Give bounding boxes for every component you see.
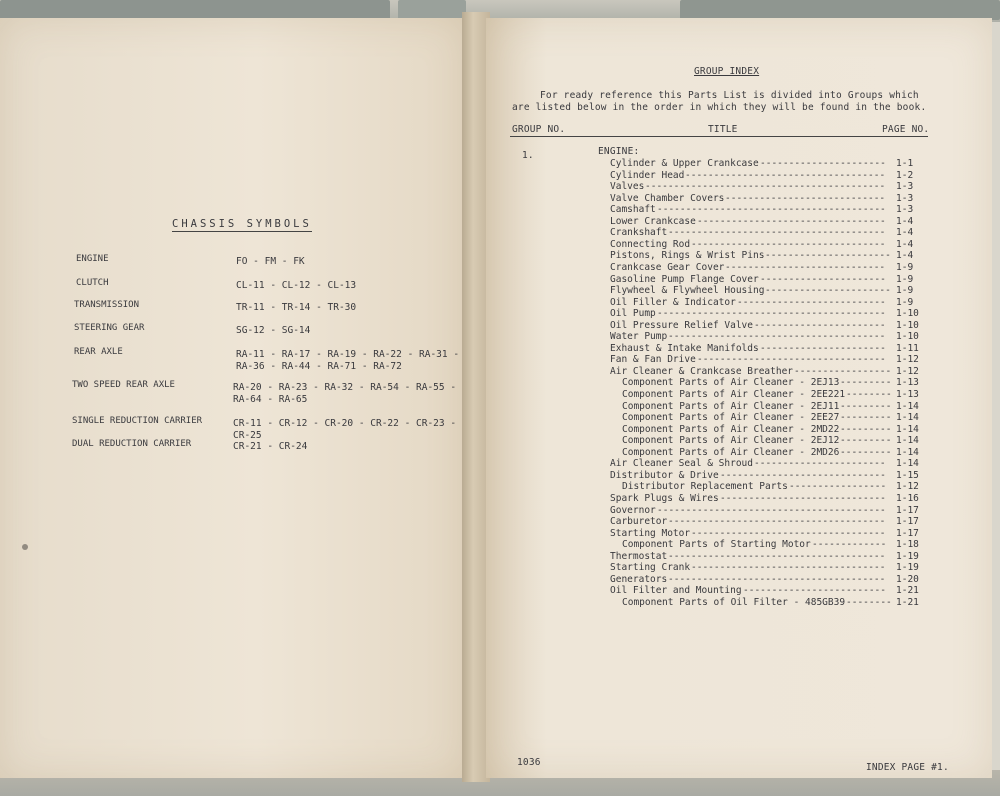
index-entry-page: 1-14	[896, 458, 919, 470]
leader-dashes: ----------------------------------------	[657, 204, 886, 216]
index-entry-title: Component Parts of Air Cleaner - 2EE27	[622, 412, 840, 424]
symbol-label: TRANSMISSION	[74, 300, 140, 310]
leader-dashes: ---------	[840, 435, 892, 447]
index-entry-page: 1-9	[896, 273, 914, 285]
index-entry-title: Connecting Rod	[610, 238, 691, 250]
leader-dashes: -----------------------	[754, 458, 886, 470]
index-entry-page: 1-4	[896, 227, 914, 239]
index-entry-page: 1-13	[896, 377, 919, 389]
index-entry-page: 1-12	[896, 481, 919, 493]
index-entry-page: 1-21	[896, 585, 919, 597]
index-entry-title: Distributor & Drive	[610, 469, 719, 481]
symbol-codes: FO - FM - FK	[236, 256, 305, 267]
leader-dashes: ----------------------------	[725, 192, 886, 204]
index-entry-title: Spark Plugs & Wires	[610, 492, 719, 504]
index-entry-page: 1-9	[896, 261, 914, 273]
index-entry-title: Lower Crankcase	[610, 215, 696, 227]
intro-line-2: are listed below in the order in which they will be found in the book.	[512, 102, 927, 113]
header-title: TITLE	[708, 124, 738, 135]
index-entry-page: 1-14	[896, 400, 919, 412]
index-entry-page: 1-17	[896, 527, 919, 539]
index-entry-title: Camshaft	[610, 204, 656, 216]
index-entry-title: Starting Motor	[610, 527, 691, 539]
symbol-codes: SG-12 - SG-14	[236, 325, 311, 336]
index-entry-page: 1-14	[896, 423, 919, 435]
leader-dashes: ---------	[840, 377, 892, 389]
leader-dashes: -----------------------------------	[685, 169, 886, 181]
leader-dashes: ----------------------	[760, 273, 886, 285]
leader-dashes: ----------------------------------------	[657, 504, 886, 516]
index-entry-page: 1-20	[896, 573, 919, 585]
leader-dashes: ---------	[840, 412, 892, 424]
index-entry-page: 1-19	[896, 550, 919, 562]
leader-dashes: --------	[846, 596, 892, 608]
group-number: 1.	[522, 150, 534, 161]
index-entry-title: Exhaust & Intake Manifolds	[610, 342, 759, 354]
symbol-label: ENGINE	[76, 254, 109, 264]
index-entry-page: 1-21	[896, 596, 919, 608]
leader-dashes: ----------------------------	[725, 261, 886, 273]
index-entry-page: 1-9	[896, 296, 914, 308]
header-group-no: GROUP NO.	[512, 124, 566, 135]
index-entry-title: Component Parts of Oil Filter - 485GB39	[622, 596, 846, 608]
leader-dashes: --------------------------------------	[668, 227, 886, 239]
index-entry-page: 1-18	[896, 539, 919, 551]
leader-dashes: --------------------------------------	[668, 331, 886, 343]
cover-edge-right	[680, 0, 1000, 20]
index-entry-title: Component Parts of Air Cleaner - 2EE221	[622, 389, 846, 400]
footer-number: 1036	[517, 757, 541, 768]
header-rule	[510, 136, 928, 137]
index-entry-title: Governor	[610, 504, 656, 516]
leader-dashes: --------------------------------------	[668, 550, 886, 562]
leader-dashes: ------------------------------------------	[645, 181, 886, 193]
group-name: ENGINE:	[598, 146, 640, 157]
index-entry-title: Oil Filter and Mounting	[610, 585, 742, 597]
index-entry-title: Cylinder Head	[610, 169, 685, 181]
index-entry-page: 1-14	[896, 446, 919, 458]
symbol-codes: RA-36 - RA-44 - RA-71 - RA-72	[236, 361, 402, 372]
index-entry-page: 1-12	[896, 354, 919, 366]
index-entry-title: Component Parts of Air Cleaner - 2EJ13	[622, 377, 840, 389]
index-entry-title: Distributor Replacement Parts	[622, 481, 788, 493]
index-entry-page: 1-10	[896, 308, 919, 320]
leader-dashes: ----------------------------------	[691, 562, 886, 574]
index-entry-title: Valve Chamber Covers	[610, 192, 725, 204]
index-entry-page: 1-19	[896, 562, 919, 574]
index-entry-page: 1-14	[896, 435, 919, 447]
symbol-codes: TR-11 - TR-14 - TR-30	[236, 302, 357, 313]
index-entry-page: 1-14	[896, 412, 919, 424]
index-entry-title: Component Parts of Air Cleaner - 2EJ11	[622, 400, 840, 412]
leader-dashes: --------	[846, 389, 892, 400]
index-entry-page: 1-10	[896, 331, 919, 343]
symbol-codes: CR-25	[233, 430, 262, 441]
index-entry-title: Air Cleaner & Crankcase Breather	[610, 365, 794, 377]
index-entry-title: Component Parts of Air Cleaner - 2MD26	[622, 446, 840, 458]
leader-dashes: ---------------------------------	[697, 215, 886, 227]
header-page-no: PAGE NO.	[882, 124, 930, 135]
symbol-codes: RA-64 - RA-65	[233, 394, 308, 405]
index-entry-title: Oil Pump	[610, 308, 656, 320]
leader-dashes: -------------	[812, 539, 887, 551]
index-entry-page: 1-3	[896, 204, 914, 216]
index-entry-page: 1-1	[896, 158, 914, 169]
leader-dashes: ---------------------------------	[697, 354, 886, 366]
index-entry-title: Crankcase Gear Cover	[610, 261, 725, 273]
symbol-label: REAR AXLE	[74, 347, 123, 357]
leader-dashes: ---------	[840, 400, 892, 412]
symbol-label: STEERING GEAR	[74, 323, 145, 333]
leader-dashes: -----------------------------	[720, 469, 886, 481]
index-entry-page: 1-4	[896, 215, 914, 227]
index-entry-page: 1-16	[896, 492, 919, 504]
symbol-label: SINGLE REDUCTION CARRIER	[72, 416, 203, 426]
index-entry-title: Flywheel & Flywheel Housing	[610, 285, 765, 297]
symbol-label: TWO SPEED REAR AXLE	[72, 380, 175, 390]
leader-dashes: -----------------------	[754, 319, 886, 331]
leader-dashes: --------------------------------------	[668, 573, 886, 585]
stain-mark	[22, 544, 28, 550]
index-entry-page: 1-2	[896, 169, 914, 181]
leader-dashes: ----------------------------------	[691, 527, 886, 539]
symbol-codes: CL-11 - CL-12 - CL-13	[236, 280, 357, 291]
symbol-codes: RA-11 - RA-17 - RA-19 - RA-22 - RA-31 -	[236, 349, 460, 360]
index-entry-title: Oil Pressure Relief Valve	[610, 319, 753, 331]
index-entry-title: Gasoline Pump Flange Cover	[610, 273, 759, 285]
chassis-symbols-title: CHASSIS SYMBOLS	[172, 218, 312, 230]
index-entry-title: Water Pump	[610, 331, 668, 343]
leader-dashes: --------------------------------------	[668, 516, 886, 528]
index-entry-page: 1-17	[896, 504, 919, 516]
leader-dashes: -----------------	[794, 365, 892, 377]
leader-dashes: ----------------------------------------	[657, 308, 886, 320]
leader-dashes: ----------------------	[760, 342, 886, 354]
index-entry-title: Component Parts of Air Cleaner - 2EJ12	[622, 435, 840, 447]
symbol-codes: CR-11 - CR-12 - CR-20 - CR-22 - CR-23 -	[233, 418, 457, 429]
leader-dashes: ----------------------	[765, 250, 891, 262]
index-entry-page: 1-17	[896, 516, 919, 528]
index-entry-title: Air Cleaner Seal & Shroud	[610, 458, 753, 470]
intro-line-1: For ready reference this Parts List is divided into Groups which	[540, 90, 919, 101]
symbol-label: CLUTCH	[76, 278, 109, 288]
index-entry-page: 1-3	[896, 192, 914, 204]
index-entry-title: Component Parts of Starting Motor	[622, 539, 811, 551]
symbol-label: DUAL REDUCTION CARRIER	[72, 439, 192, 449]
index-entry-title: Fan & Fan Drive	[610, 354, 696, 366]
index-entry-title: Crankshaft	[610, 227, 668, 239]
group-index-title: GROUP INDEX	[694, 66, 760, 77]
index-entry-page: 1-4	[896, 238, 914, 250]
leader-dashes: ----------------------	[760, 158, 886, 169]
index-entry-title: Starting Crank	[610, 562, 691, 574]
index-entry-title: Component Parts of Air Cleaner - 2MD22	[622, 423, 840, 435]
index-entry-page: 1-4	[896, 250, 914, 262]
index-entry-page: 1-13	[896, 389, 919, 400]
leader-dashes: -----------------------------	[720, 492, 886, 504]
index-entry-page: 1-15	[896, 469, 919, 481]
index-entry-page: 1-10	[896, 319, 919, 331]
index-entry-title: Carburetor	[610, 516, 668, 528]
index-entry-title: Valves	[610, 181, 645, 193]
symbol-codes: RA-20 - RA-23 - RA-32 - RA-54 - RA-55 -	[233, 382, 457, 393]
index-entry-title: Thermostat	[610, 550, 668, 562]
leader-dashes: ----------------------------------	[691, 238, 886, 250]
leader-dashes: -----------------	[789, 481, 887, 493]
index-entry-title: Cylinder & Upper Crankcase	[610, 158, 759, 169]
index-entry-title: Oil Filler & Indicator	[610, 296, 736, 308]
leader-dashes: ----------------------	[765, 285, 891, 297]
leader-dashes: -------------------------	[743, 585, 886, 597]
index-entry-title: Generators	[610, 573, 668, 585]
index-entry-title: Pistons, Rings & Wrist Pins	[610, 250, 765, 262]
index-entry-page: 1-9	[896, 285, 914, 297]
footer-page-label: INDEX PAGE #1.	[866, 762, 949, 773]
leader-dashes: ---------	[840, 446, 892, 458]
symbol-codes: CR-21 - CR-24	[233, 441, 308, 452]
leader-dashes: ---------	[840, 423, 892, 435]
index-entry-page: 1-11	[896, 342, 919, 354]
index-entry-page: 1-3	[896, 181, 914, 193]
index-entry-page: 1-12	[896, 365, 919, 377]
leader-dashes: --------------------------	[737, 296, 886, 308]
